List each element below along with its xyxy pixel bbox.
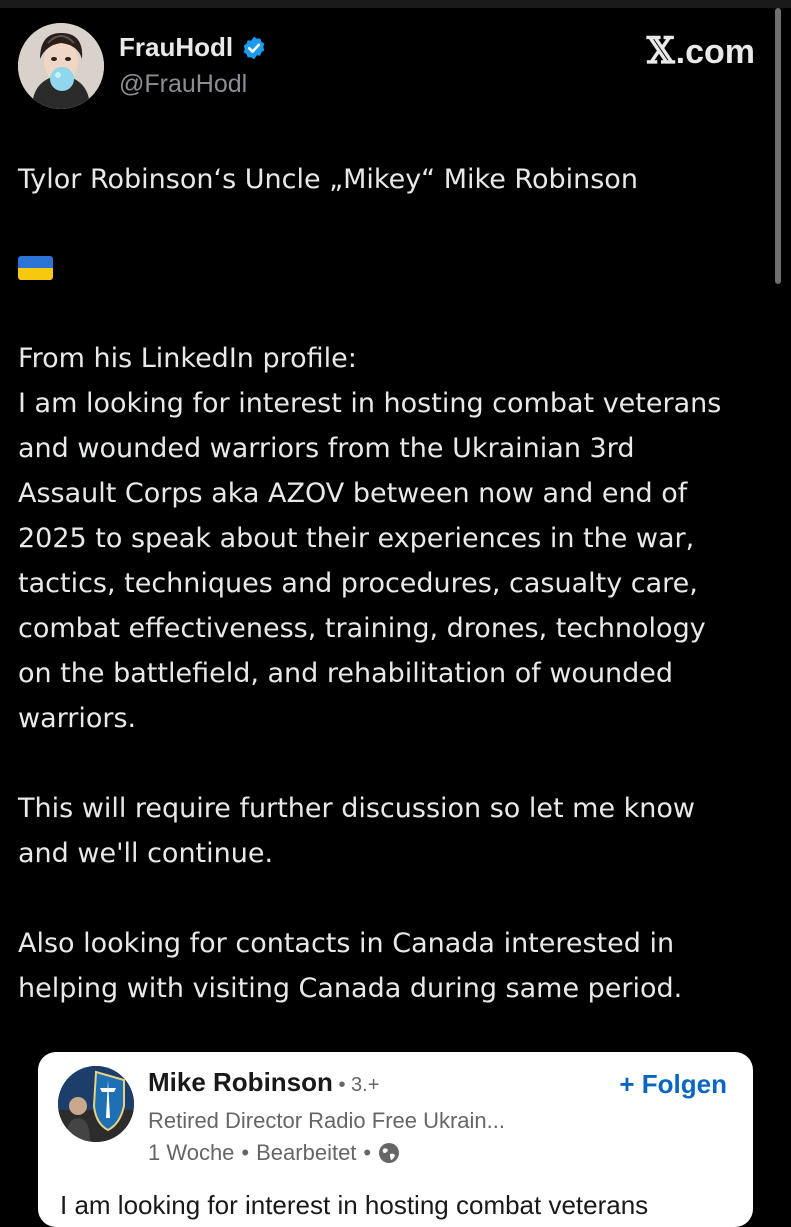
tweet-line: tactics, techniques and procedures, casualty care, [18, 568, 698, 599]
post-edited: Bearbeitet [256, 1140, 357, 1165]
linkedin-post-text-cutoff: I am looking for interest in hosting combat veterans [60, 1190, 649, 1220]
top-strip [0, 0, 791, 8]
linkedin-avatar[interactable] [58, 1066, 134, 1142]
tweet-line: Assault Corps aka AZOV between now and end of [18, 478, 688, 509]
follow-button[interactable] [619, 1069, 727, 1100]
tweet-line: 2025 to speak about their experiences in the war, [18, 523, 695, 554]
scrollbar[interactable] [771, 0, 791, 1200]
linkedin-post-card[interactable] [38, 1052, 753, 1227]
tweet-line: Also looking for contacts in Canada interested in [18, 928, 675, 959]
linkedin-headline: Retired Director Radio Free Ukrain... [148, 1108, 506, 1133]
author-handle[interactable]: @FrauHodl [119, 70, 248, 98]
tweet-line: helping with visiting Canada during same period. [18, 973, 683, 1004]
tweet-line: This will require further discussion so let me know [18, 793, 696, 824]
meta-separator: • [241, 1140, 250, 1165]
globe-icon [378, 1142, 400, 1164]
verified-badge-icon [241, 35, 267, 61]
tweet-paragraph-canada [18, 921, 778, 1011]
tweet-line: and we'll continue. [18, 838, 274, 869]
post-time: 1 Woche [148, 1140, 235, 1165]
author-display-name-row[interactable] [119, 32, 267, 63]
author-avatar[interactable] [18, 23, 104, 109]
linkedin-name-row[interactable] [148, 1067, 379, 1098]
tweet-line: on the battlefield, and rehabilitation of wounded [18, 658, 674, 689]
tweet-line: and wounded warriors from the Ukrainian 3rd [18, 433, 635, 464]
avatar-illustration [18, 23, 104, 109]
tweet-line: From his LinkedIn profile: [18, 343, 357, 374]
ukraine-flag-icon [18, 256, 53, 280]
linkedin-name[interactable]: Mike Robinson [148, 1067, 333, 1097]
follow-button-label: + Folgen [619, 1069, 727, 1099]
avatar-illustration [58, 1066, 134, 1142]
connection-degree: • 3.+ [332, 1074, 380, 1096]
tweet-line-title: Tylor Robinson‘s Uncle „Mikey“ Mike Robinson [18, 164, 638, 195]
x-com-logo [647, 30, 755, 72]
x-logo-icon: 𝕏 [646, 30, 675, 72]
tweet-line: combat effectiveness, training, drones, technology [18, 613, 706, 644]
linkedin-post-meta [148, 1140, 400, 1166]
tweet-line: warriors. [18, 703, 137, 734]
scrollbar-thumb[interactable] [775, 8, 781, 284]
brand-suffix: .com [675, 33, 755, 71]
tweet-paragraph-discussion [18, 786, 778, 876]
tweet-paragraph-linkedin-quote [18, 336, 778, 741]
author-display-name[interactable]: FrauHodl [119, 32, 234, 62]
tweet-line: I am looking for interest in hosting combat veterans [18, 388, 722, 419]
meta-separator: • [363, 1140, 372, 1165]
